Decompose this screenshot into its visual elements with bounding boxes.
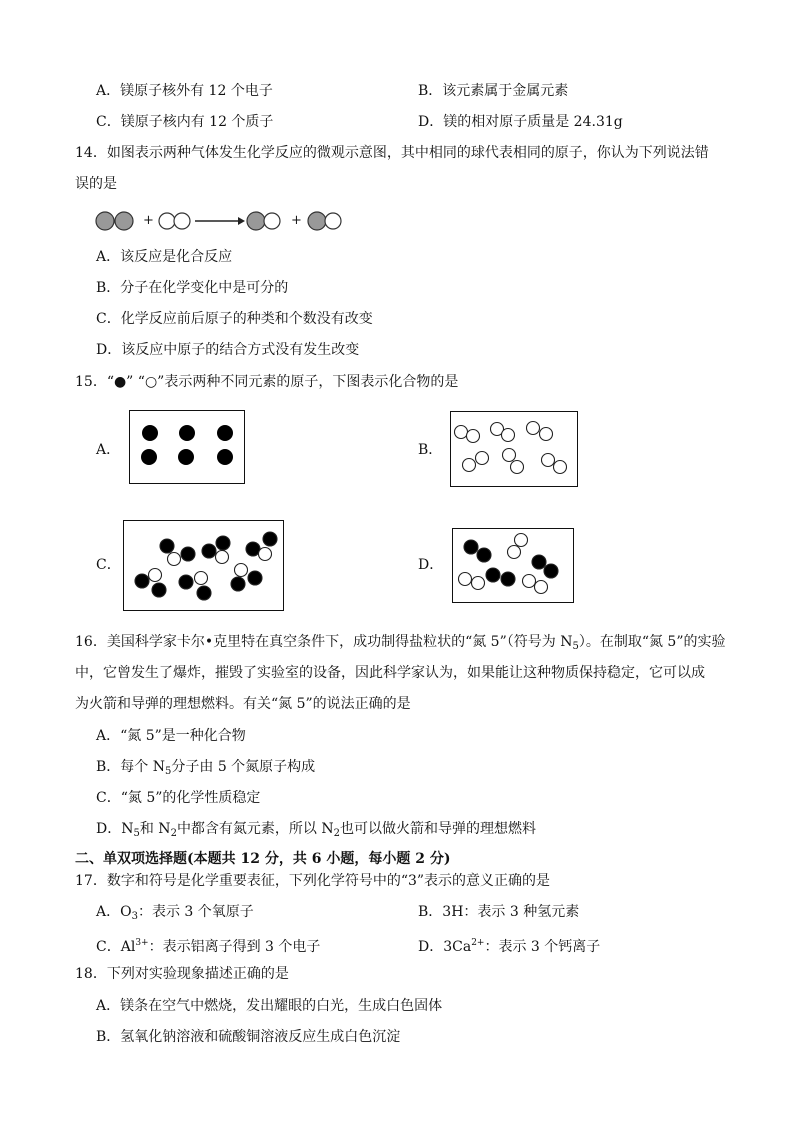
black-atom bbox=[141, 449, 157, 465]
q18-option-a: A．镁条在空气中燃烧，发出耀眼的白光，生成白色固体 bbox=[96, 998, 443, 1014]
white-atom bbox=[195, 572, 208, 585]
white-atom bbox=[149, 569, 162, 582]
black-atom bbox=[178, 449, 194, 465]
diagram-box-b bbox=[450, 411, 578, 487]
q17-option-a: A．$O_3$：表示 3 个氧原子 bbox=[96, 904, 254, 922]
q15-label-a: A． bbox=[96, 442, 121, 458]
white-atom bbox=[527, 422, 540, 435]
particles-b bbox=[451, 412, 577, 486]
q15-stem: 15．“●” “○”表示两种不同元素的原子，下图表示化合物的是 bbox=[75, 374, 459, 390]
section-title: 二、单双项选择题(本题共 12 分，共 6 小题，每小题 2 分) bbox=[75, 851, 451, 867]
q16-option-b: B．每个 $N_5$分子由 5 个氮原子构成 bbox=[96, 759, 316, 777]
black-atom bbox=[464, 540, 478, 554]
black-atom bbox=[532, 555, 546, 569]
white-atom bbox=[554, 461, 567, 474]
black-atom bbox=[217, 425, 233, 441]
particles-a bbox=[130, 411, 244, 483]
q17-stem: 17．数字和符号是化学重要表征，下列化学符号中的“3”表示的意义正确的是 bbox=[75, 873, 551, 889]
grey-atom bbox=[115, 212, 133, 230]
white-atom bbox=[325, 213, 341, 229]
white-atom bbox=[472, 577, 485, 590]
grey-atom bbox=[96, 212, 114, 230]
particles-c bbox=[124, 521, 283, 610]
white-atom bbox=[467, 430, 480, 443]
white-atom bbox=[168, 553, 181, 566]
black-atom bbox=[231, 577, 245, 591]
black-atom bbox=[179, 425, 195, 441]
particles-d bbox=[453, 529, 573, 602]
black-atom bbox=[263, 532, 277, 546]
q14-stem-line2: 误的是 bbox=[75, 176, 117, 192]
white-atom bbox=[459, 573, 472, 586]
q14-option-a: A．该反应是化合反应 bbox=[96, 249, 233, 265]
diagram-box-c bbox=[123, 520, 284, 611]
q14-option-d: D．该反应中原子的结合方式没有发生改变 bbox=[96, 342, 360, 358]
black-atom bbox=[216, 536, 230, 550]
q16-stem-line1: 16．美国科学家卡尔•克里特在真空条件下，成功制得盐粒状的“氮 5”（符号为 $N_5$）。在制取“氮 5”的实验 bbox=[75, 634, 726, 652]
white-atom bbox=[540, 428, 553, 441]
q14-option-c: C．化学反应前后原子的种类和个数没有改变 bbox=[96, 311, 373, 327]
q17-option-c: C．$Al^{3+}$：表示铝离子得到 3 个电子 bbox=[96, 938, 321, 955]
q17-option-b: B．3H：表示 3 种氢元素 bbox=[418, 904, 580, 920]
black-atom bbox=[486, 568, 500, 582]
black-atom bbox=[179, 575, 193, 589]
q14-stem-line1: 14．如图表示两种气体发生化学反应的微观示意图，其中相同的球代表相同的原子，你认为下列说法错 bbox=[75, 145, 709, 161]
white-atom bbox=[508, 546, 521, 559]
q15-label-c: C． bbox=[96, 557, 121, 573]
q15-label-d: D． bbox=[418, 557, 444, 573]
white-atom bbox=[511, 461, 524, 474]
white-atom bbox=[542, 454, 555, 467]
white-atom bbox=[264, 213, 280, 229]
q13-option-c: C．镁原子核内有 12 个质子 bbox=[96, 114, 274, 130]
black-atom bbox=[246, 542, 260, 556]
q16-stem-line2: 中，它曾发生了爆炸，摧毁了实验室的设备，因此科学家认为，如果能让这种物质保持稳定，它可以成 bbox=[75, 665, 705, 681]
q16-option-c: C．“氮 5”的化学性质稳定 bbox=[96, 790, 261, 806]
white-atom bbox=[235, 564, 248, 577]
black-atom bbox=[152, 583, 166, 597]
plus-sign: + bbox=[143, 213, 154, 228]
white-atom bbox=[463, 459, 476, 472]
q18-stem: 18．下列对实验现象描述正确的是 bbox=[75, 966, 289, 982]
grey-atom bbox=[247, 212, 265, 230]
white-atom bbox=[455, 426, 468, 439]
q13-option-a: A．镁原子核外有 12 个电子 bbox=[96, 83, 273, 99]
black-atom bbox=[202, 544, 216, 558]
black-atom bbox=[142, 425, 158, 441]
q17-option-d: D．$3Ca^{2+}$：表示 3 个钙离子 bbox=[418, 938, 601, 955]
q14-option-b: B．分子在化学变化中是可分的 bbox=[96, 280, 289, 296]
black-atom bbox=[544, 564, 558, 578]
q16-stem-line3: 为火箭和导弹的理想燃料。有关“氮 5”的说法正确的是 bbox=[75, 696, 411, 712]
black-atom bbox=[181, 547, 195, 561]
q18-option-b: B．氢氧化钠溶液和硫酸铜溶液反应生成白色沉淀 bbox=[96, 1029, 401, 1045]
black-atom bbox=[197, 586, 211, 600]
diagram-box-d bbox=[452, 528, 574, 603]
plus-sign: + bbox=[291, 213, 302, 228]
white-atom bbox=[503, 449, 516, 462]
black-atom bbox=[501, 572, 515, 586]
grey-atom bbox=[308, 212, 326, 230]
white-atom bbox=[502, 429, 515, 442]
black-atom bbox=[135, 574, 149, 588]
q16-option-d: D．$N_5$和 $N_2$中都含有氮元素，所以 $N_2$也可以做火箭和导弹的理想燃料 bbox=[96, 821, 537, 839]
q13-option-d: D．镁的相对原子质量是 24.31g bbox=[418, 114, 623, 130]
black-atom bbox=[160, 539, 174, 553]
black-atom bbox=[477, 548, 491, 562]
black-atom bbox=[217, 449, 233, 465]
white-atom bbox=[476, 452, 489, 465]
white-atom bbox=[523, 575, 536, 588]
black-atom bbox=[248, 571, 262, 585]
white-atom bbox=[216, 551, 229, 564]
white-atom bbox=[159, 213, 175, 229]
arrow-head-icon bbox=[238, 217, 245, 225]
white-atom bbox=[174, 213, 190, 229]
white-atom bbox=[535, 581, 548, 594]
white-atom bbox=[515, 534, 528, 547]
q13-option-b: B．该元素属于金属元素 bbox=[418, 83, 569, 99]
q16-option-a: A．“氮 5”是一种化合物 bbox=[96, 728, 246, 744]
white-atom bbox=[259, 548, 272, 561]
q15-label-b: B． bbox=[418, 442, 443, 458]
diagram-box-a bbox=[129, 410, 245, 484]
